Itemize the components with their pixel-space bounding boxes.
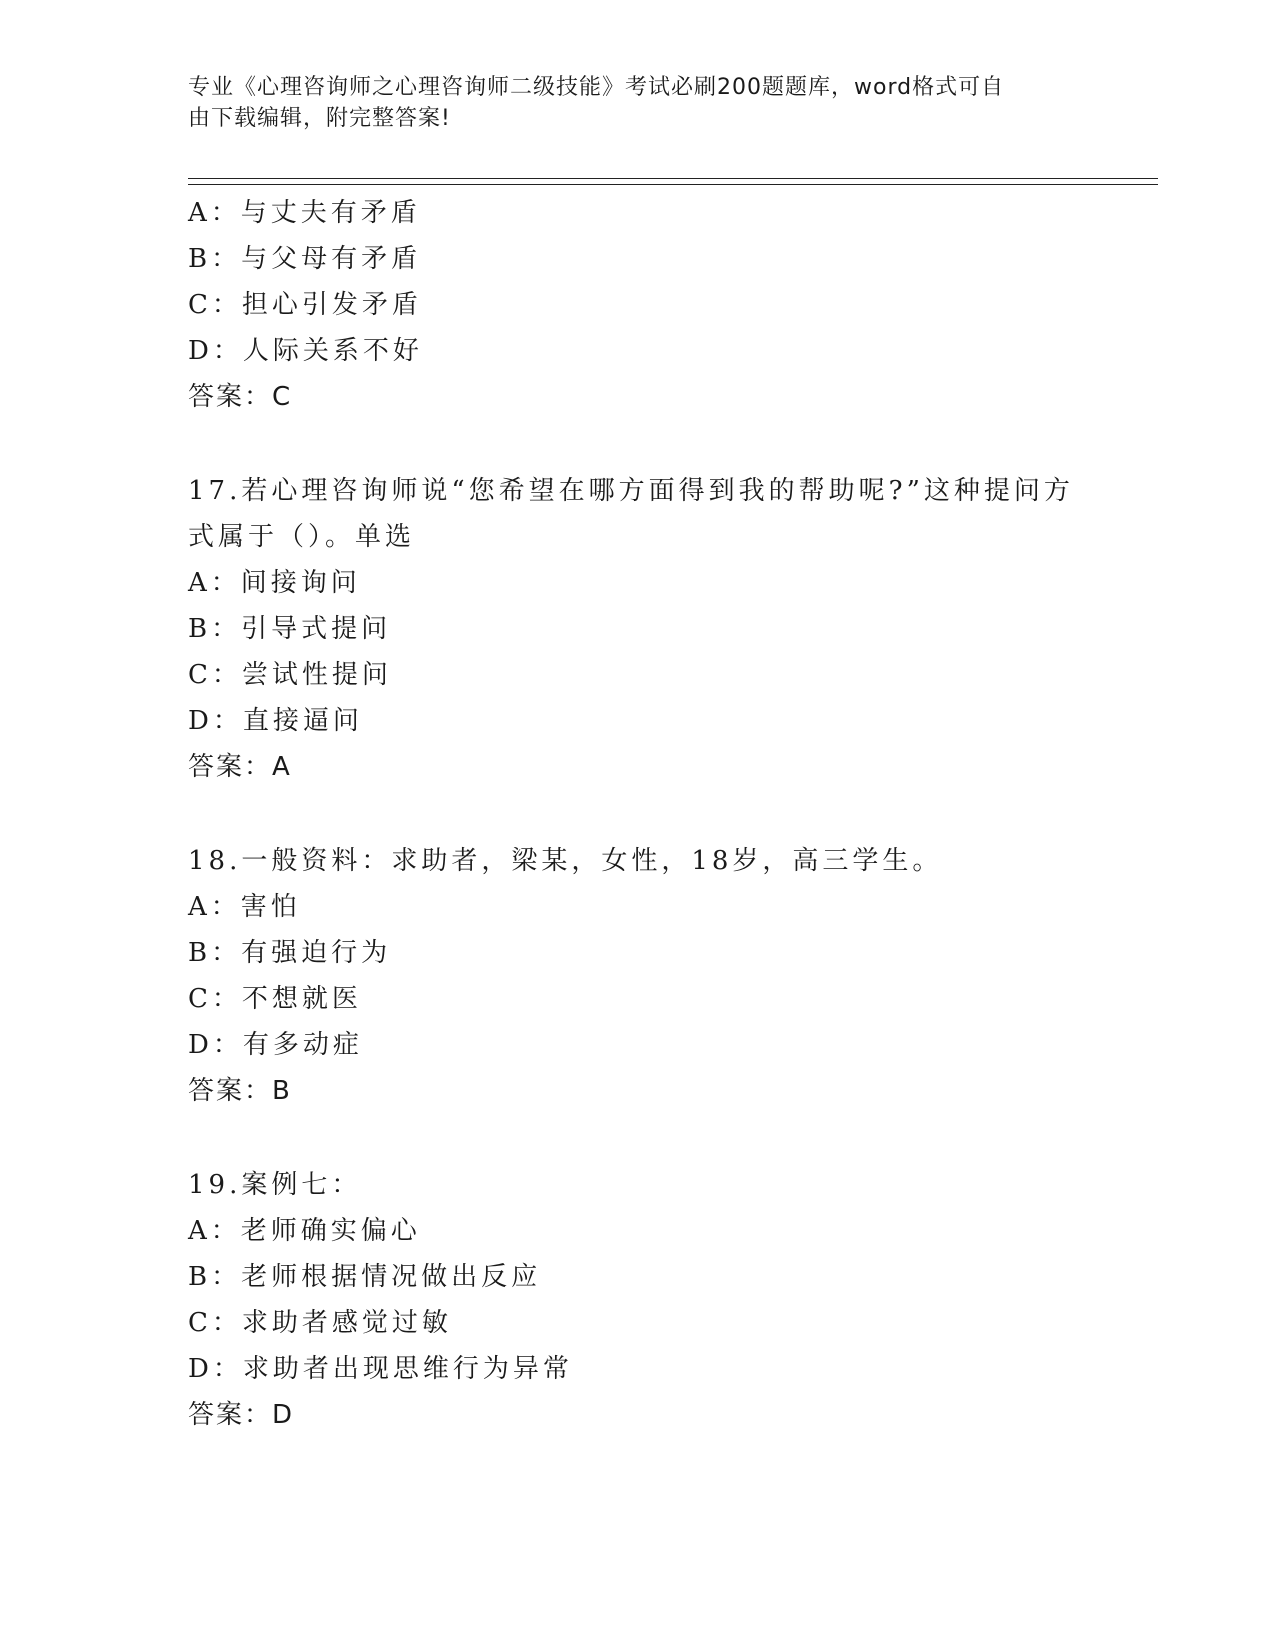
answer: 答案：C bbox=[188, 382, 293, 412]
option-b: B：有强迫行为 bbox=[188, 938, 392, 968]
header-divider-bottom bbox=[188, 184, 1158, 185]
header-line-2: 由下载编辑，附完整答案! bbox=[188, 106, 451, 131]
option-d: D：人际关系不好 bbox=[188, 336, 423, 366]
document-header bbox=[188, 72, 1068, 134]
option-d: D：直接逼问 bbox=[188, 706, 363, 736]
answer: 答案：A bbox=[188, 752, 292, 782]
question-18 bbox=[188, 838, 1088, 1114]
option-c: C：担心引发矛盾 bbox=[188, 290, 422, 320]
answer: 答案：D bbox=[188, 1400, 295, 1430]
question-stem: 19.案例七： bbox=[188, 1170, 362, 1200]
question-stem-continued: 式属于（）。单选 bbox=[188, 522, 416, 552]
question-17 bbox=[188, 468, 1088, 790]
question-stem: 18.一般资料：求助者，梁某，女性，18岁，高三学生。 bbox=[188, 846, 943, 876]
option-a: A：间接询问 bbox=[188, 568, 361, 598]
option-a: A：老师确实偏心 bbox=[188, 1216, 421, 1246]
option-d: D：有多动症 bbox=[188, 1030, 363, 1060]
option-c: C：求助者感觉过敏 bbox=[188, 1308, 452, 1338]
question-19 bbox=[188, 1162, 1088, 1438]
question-16 bbox=[188, 190, 1088, 420]
option-c: C：不想就医 bbox=[188, 984, 362, 1014]
option-b: B：引导式提问 bbox=[188, 614, 392, 644]
question-list bbox=[188, 190, 1088, 1438]
option-b: B：老师根据情况做出反应 bbox=[188, 1262, 542, 1292]
option-a: A：害怕 bbox=[188, 892, 301, 922]
question-stem: 17.若心理咨询师说“您希望在哪方面得到我的帮助呢?”这种提问方 bbox=[188, 476, 1074, 506]
header-divider-top bbox=[188, 178, 1158, 179]
option-c: C：尝试性提问 bbox=[188, 660, 392, 690]
header-line-1: 专业《心理咨询师之心理咨询师二级技能》考试必刷200题题库，word格式可自 bbox=[188, 75, 1005, 100]
answer: 答案：B bbox=[188, 1076, 292, 1106]
option-b: B：与父母有矛盾 bbox=[188, 244, 422, 274]
option-a: A：与丈夫有矛盾 bbox=[188, 198, 421, 228]
option-d: D：求助者出现思维行为异常 bbox=[188, 1354, 573, 1384]
